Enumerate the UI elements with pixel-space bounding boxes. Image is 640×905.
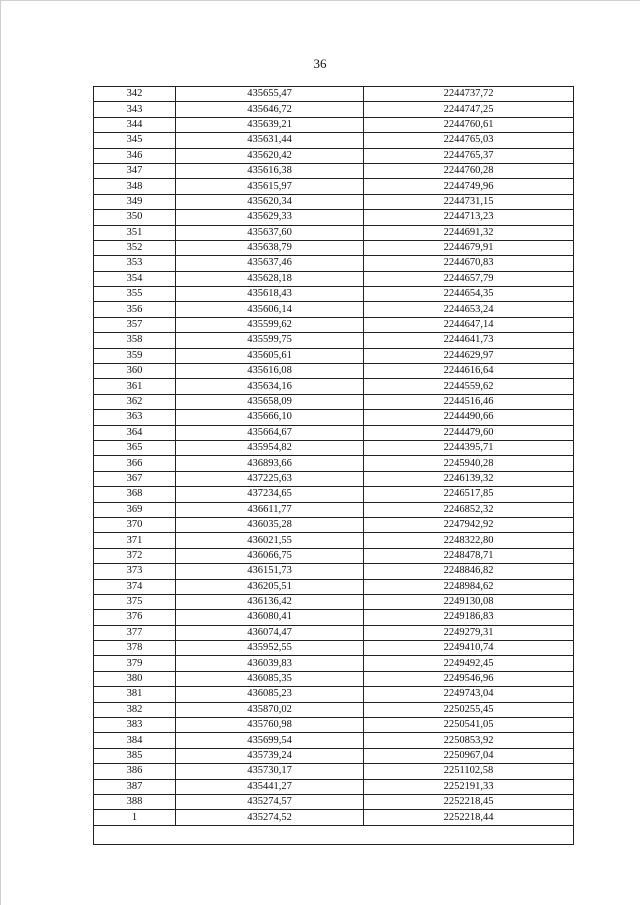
point-number-cell: 357 (94, 317, 176, 332)
point-number-cell: 384 (94, 733, 176, 748)
point-number-cell: 353 (94, 256, 176, 271)
y-coordinate-cell: 2244749,96 (364, 179, 574, 194)
x-coordinate-cell: 435606,14 (176, 302, 364, 317)
x-coordinate-cell: 435658,09 (176, 394, 364, 409)
table-row (94, 733, 574, 748)
point-number-cell: 387 (94, 779, 176, 794)
x-coordinate-cell: 436074,47 (176, 625, 364, 640)
y-coordinate-cell: 2248322,80 (364, 533, 574, 548)
x-coordinate-cell: 435629,33 (176, 210, 364, 225)
x-coordinate-cell: 436611,77 (176, 502, 364, 517)
table-row (94, 764, 574, 779)
point-number-cell: 373 (94, 564, 176, 579)
table-row (94, 102, 574, 117)
point-number-cell: 1 (94, 810, 176, 825)
table-row (94, 302, 574, 317)
point-number-cell: 382 (94, 702, 176, 717)
x-coordinate-cell: 435628,18 (176, 271, 364, 286)
y-coordinate-cell: 2244516,46 (364, 394, 574, 409)
point-number-cell: 370 (94, 517, 176, 532)
point-number-cell: 367 (94, 471, 176, 486)
table-row (94, 333, 574, 348)
table-row (94, 271, 574, 286)
y-coordinate-cell: 2244747,25 (364, 102, 574, 117)
y-coordinate-cell: 2252218,45 (364, 794, 574, 809)
x-coordinate-cell: 436205,51 (176, 579, 364, 594)
x-coordinate-cell: 435616,38 (176, 163, 364, 178)
table-row (94, 718, 574, 733)
table-row (94, 379, 574, 394)
x-coordinate-cell: 435760,98 (176, 718, 364, 733)
y-coordinate-cell: 2244657,79 (364, 271, 574, 286)
y-coordinate-cell: 2249410,74 (364, 641, 574, 656)
table-row (94, 133, 574, 148)
point-number-cell: 375 (94, 594, 176, 609)
x-coordinate-cell: 435639,21 (176, 117, 364, 132)
point-number-cell: 343 (94, 102, 176, 117)
table-row (94, 487, 574, 502)
table-row (94, 410, 574, 425)
x-coordinate-cell: 435637,46 (176, 256, 364, 271)
x-coordinate-cell: 435655,47 (176, 87, 364, 102)
point-number-cell: 381 (94, 687, 176, 702)
x-coordinate-cell: 436021,55 (176, 533, 364, 548)
table-empty-row (94, 825, 574, 844)
point-number-cell: 360 (94, 364, 176, 379)
point-number-cell: 369 (94, 502, 176, 517)
x-coordinate-cell: 435274,52 (176, 810, 364, 825)
point-number-cell: 366 (94, 456, 176, 471)
table-row (94, 425, 574, 440)
y-coordinate-cell: 2250853,92 (364, 733, 574, 748)
y-coordinate-cell: 2244653,24 (364, 302, 574, 317)
y-coordinate-cell: 2249130,08 (364, 594, 574, 609)
y-coordinate-cell: 2244670,83 (364, 256, 574, 271)
point-number-cell: 379 (94, 656, 176, 671)
y-coordinate-cell: 2246139,32 (364, 471, 574, 486)
x-coordinate-cell: 436136,42 (176, 594, 364, 609)
point-number-cell: 356 (94, 302, 176, 317)
x-coordinate-cell: 436080,41 (176, 610, 364, 625)
x-coordinate-cell: 436035,28 (176, 517, 364, 532)
y-coordinate-cell: 2245940,28 (364, 456, 574, 471)
table-row (94, 471, 574, 486)
y-coordinate-cell: 2244616,64 (364, 364, 574, 379)
y-coordinate-cell: 2244713,23 (364, 210, 574, 225)
table-row (94, 194, 574, 209)
empty-cell (94, 825, 574, 844)
point-number-cell: 383 (94, 718, 176, 733)
y-coordinate-cell: 2247942,92 (364, 517, 574, 532)
point-number-cell: 371 (94, 533, 176, 548)
table-row (94, 240, 574, 255)
table-row (94, 348, 574, 363)
x-coordinate-cell: 435634,16 (176, 379, 364, 394)
y-coordinate-cell: 2244760,28 (364, 163, 574, 178)
y-coordinate-cell: 2250967,04 (364, 748, 574, 763)
table-row (94, 148, 574, 163)
table-row (94, 225, 574, 240)
x-coordinate-cell: 435699,54 (176, 733, 364, 748)
point-number-cell: 368 (94, 487, 176, 502)
table-row (94, 533, 574, 548)
x-coordinate-cell: 435620,34 (176, 194, 364, 209)
table-row (94, 810, 574, 825)
point-number-cell: 350 (94, 210, 176, 225)
coordinates-table-body (94, 87, 574, 845)
y-coordinate-cell: 2249492,45 (364, 656, 574, 671)
y-coordinate-cell: 2244737,72 (364, 87, 574, 102)
table-row (94, 502, 574, 517)
x-coordinate-cell: 435599,62 (176, 317, 364, 332)
table-row (94, 702, 574, 717)
scan-edge-top (0, 0, 640, 1)
point-number-cell: 346 (94, 148, 176, 163)
y-coordinate-cell: 2244654,35 (364, 287, 574, 302)
point-number-cell: 377 (94, 625, 176, 640)
x-coordinate-cell: 437225,63 (176, 471, 364, 486)
x-coordinate-cell: 435638,79 (176, 240, 364, 255)
point-number-cell: 348 (94, 179, 176, 194)
y-coordinate-cell: 2244559,62 (364, 379, 574, 394)
point-number-cell: 355 (94, 287, 176, 302)
x-coordinate-cell: 435646,72 (176, 102, 364, 117)
y-coordinate-cell: 2244490,66 (364, 410, 574, 425)
table-row (94, 579, 574, 594)
y-coordinate-cell: 2249279,31 (364, 625, 574, 640)
point-number-cell: 376 (94, 610, 176, 625)
point-number-cell: 362 (94, 394, 176, 409)
point-number-cell: 342 (94, 87, 176, 102)
table-row (94, 179, 574, 194)
point-number-cell: 358 (94, 333, 176, 348)
y-coordinate-cell: 2244679,91 (364, 240, 574, 255)
table-row (94, 394, 574, 409)
table-row (94, 87, 574, 102)
x-coordinate-cell: 436085,35 (176, 671, 364, 686)
x-coordinate-cell: 435605,61 (176, 348, 364, 363)
x-coordinate-cell: 435274,57 (176, 794, 364, 809)
x-coordinate-cell: 435615,97 (176, 179, 364, 194)
y-coordinate-cell: 2246852,32 (364, 502, 574, 517)
point-number-cell: 372 (94, 548, 176, 563)
y-coordinate-cell: 2244731,15 (364, 194, 574, 209)
table-row (94, 748, 574, 763)
coordinates-table (93, 86, 574, 845)
x-coordinate-cell: 436066,75 (176, 548, 364, 563)
x-coordinate-cell: 435618,43 (176, 287, 364, 302)
table-row (94, 364, 574, 379)
x-coordinate-cell: 435631,44 (176, 133, 364, 148)
point-number-cell: 363 (94, 410, 176, 425)
x-coordinate-cell: 435870,02 (176, 702, 364, 717)
x-coordinate-cell: 435620,42 (176, 148, 364, 163)
y-coordinate-cell: 2244479,60 (364, 425, 574, 440)
x-coordinate-cell: 435599,75 (176, 333, 364, 348)
table-row (94, 671, 574, 686)
table-row (94, 517, 574, 532)
y-coordinate-cell: 2244641,73 (364, 333, 574, 348)
y-coordinate-cell: 2249743,04 (364, 687, 574, 702)
page-number: 36 (313, 56, 327, 71)
point-number-cell: 388 (94, 794, 176, 809)
point-number-cell: 347 (94, 163, 176, 178)
y-coordinate-cell: 2248984,62 (364, 579, 574, 594)
table-row (94, 594, 574, 609)
y-coordinate-cell: 2244629,97 (364, 348, 574, 363)
y-coordinate-cell: 2251102,58 (364, 764, 574, 779)
x-coordinate-cell: 435739,24 (176, 748, 364, 763)
table-row (94, 117, 574, 132)
point-number-cell: 345 (94, 133, 176, 148)
point-number-cell: 380 (94, 671, 176, 686)
table-row (94, 687, 574, 702)
x-coordinate-cell: 435637,60 (176, 225, 364, 240)
point-number-cell: 349 (94, 194, 176, 209)
table-row (94, 548, 574, 563)
point-number-cell: 378 (94, 641, 176, 656)
table-row (94, 641, 574, 656)
x-coordinate-cell: 435616,08 (176, 364, 364, 379)
y-coordinate-cell: 2244765,37 (364, 148, 574, 163)
y-coordinate-cell: 2248478,71 (364, 548, 574, 563)
y-coordinate-cell: 2250541,05 (364, 718, 574, 733)
y-coordinate-cell: 2244760,61 (364, 117, 574, 132)
table-row (94, 440, 574, 455)
point-number-cell: 365 (94, 440, 176, 455)
table-row (94, 794, 574, 809)
table-row (94, 287, 574, 302)
x-coordinate-cell: 435952,55 (176, 641, 364, 656)
y-coordinate-cell: 2246517,85 (364, 487, 574, 502)
table-row (94, 625, 574, 640)
table-row (94, 317, 574, 332)
y-coordinate-cell: 2244395,71 (364, 440, 574, 455)
point-number-cell: 344 (94, 117, 176, 132)
point-number-cell: 354 (94, 271, 176, 286)
y-coordinate-cell: 2244647,14 (364, 317, 574, 332)
x-coordinate-cell: 435666,10 (176, 410, 364, 425)
x-coordinate-cell: 435441,27 (176, 779, 364, 794)
y-coordinate-cell: 2252218,44 (364, 810, 574, 825)
point-number-cell: 352 (94, 240, 176, 255)
x-coordinate-cell: 435664,67 (176, 425, 364, 440)
point-number-cell: 361 (94, 379, 176, 394)
table-row (94, 564, 574, 579)
scan-edge-left (0, 0, 1, 905)
point-number-cell: 385 (94, 748, 176, 763)
y-coordinate-cell: 2250255,45 (364, 702, 574, 717)
table-row (94, 656, 574, 671)
x-coordinate-cell: 436151,73 (176, 564, 364, 579)
x-coordinate-cell: 436893,66 (176, 456, 364, 471)
y-coordinate-cell: 2249546,96 (364, 671, 574, 686)
table-row (94, 163, 574, 178)
x-coordinate-cell: 435954,82 (176, 440, 364, 455)
x-coordinate-cell: 437234,65 (176, 487, 364, 502)
point-number-cell: 359 (94, 348, 176, 363)
point-number-cell: 364 (94, 425, 176, 440)
table-row (94, 610, 574, 625)
point-number-cell: 374 (94, 579, 176, 594)
point-number-cell: 386 (94, 764, 176, 779)
y-coordinate-cell: 2249186,83 (364, 610, 574, 625)
table-row (94, 456, 574, 471)
table-row (94, 210, 574, 225)
x-coordinate-cell: 435730,17 (176, 764, 364, 779)
table-row (94, 256, 574, 271)
y-coordinate-cell: 2248846,82 (364, 564, 574, 579)
table-row (94, 779, 574, 794)
x-coordinate-cell: 436039,83 (176, 656, 364, 671)
y-coordinate-cell: 2252191,33 (364, 779, 574, 794)
x-coordinate-cell: 436085,23 (176, 687, 364, 702)
y-coordinate-cell: 2244691,32 (364, 225, 574, 240)
point-number-cell: 351 (94, 225, 176, 240)
y-coordinate-cell: 2244765,03 (364, 133, 574, 148)
